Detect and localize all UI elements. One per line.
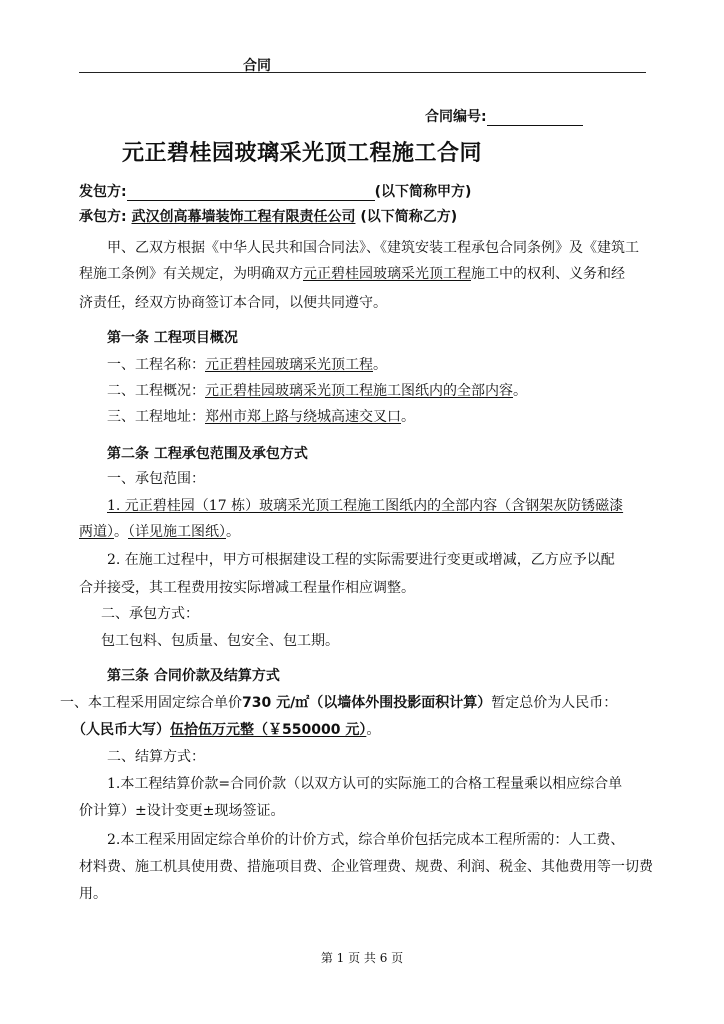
article-3-price-line-2: （人民币大写）伍拾伍万元整（￥550000 元）。 <box>72 722 381 738</box>
article-2-mode-label: 二、承包方式： <box>101 606 199 622</box>
article-1-heading: 第一条 工程项目概况 <box>107 330 238 346</box>
unit-price: 730 元/㎡（以墙体外围投影面积计算） <box>242 695 492 711</box>
article-3-settle-label: 二、结算方式： <box>107 749 205 765</box>
header-rule <box>79 72 646 73</box>
article-2-scope-label: 一、承包范围： <box>107 471 205 487</box>
article-2-scope-1-line-1: 1. 元正碧桂园（17 栋）玻璃采光顶工程施工图纸内的全部内容（含钢架灰防锈磁漆 <box>107 498 624 514</box>
party-b-alias: (以下简称乙方) <box>360 209 458 225</box>
article-3-price-line-1: 一、本工程采用固定综合单价730 元/㎡（以墙体外围投影面积计算）暂定总价为人民币： <box>60 695 618 711</box>
article-3-settle-2-line-1: 2.本工程采用固定综合单价的计价方式，综合单价包括完成本工程所需的：人工费、 <box>107 832 625 848</box>
article-3-settle-2-line-2: 材料费、施工机具使用费、措施项目费、企业管理费、规费、利润、税金、其他费用等一切费 <box>79 859 653 875</box>
party-a-label: 发包方: <box>79 184 127 200</box>
intro-line-1: 甲、乙双方根据《中华人民共和国合同法》、《建筑安装工程承包合同条例》及《建筑工 <box>107 240 639 256</box>
article-3-settle-2-line-3: 用。 <box>79 886 107 902</box>
total-price: 伍拾伍万元整（￥550000 元） <box>170 722 367 738</box>
party-b-line <box>79 206 457 226</box>
contract-number <box>425 106 583 126</box>
party-a-blank <box>127 184 375 201</box>
party-a-alias: (以下简称甲方) <box>374 184 472 200</box>
intro-line-2: 程施工条例》有关规定，为明确双方元正碧桂园玻璃采光顶工程施工中的权利、义务和经 <box>79 266 625 282</box>
article-3-settle-1-line-2: 价计算）±设计变更±现场签证。 <box>79 803 285 819</box>
party-b-company: 武汉创高幕墙装饰工程有限责任公司 <box>131 209 356 225</box>
party-b-label: 承包方: <box>79 209 127 225</box>
intro-project-name: 元正碧桂园玻璃采光顶工程 <box>303 266 471 282</box>
article-1-item-2: 二、工程概况：元正碧桂园玻璃采光顶工程施工图纸内的全部内容。 <box>107 383 527 399</box>
article-2-scope-2-line-2: 合并接受，其工程费用按实际增减工程量作相应调整。 <box>79 580 415 596</box>
article-1-item-1: 一、工程名称：元正碧桂园玻璃采光顶工程。 <box>107 357 387 373</box>
article-1-item-3: 三、工程地址：郑州市郑上路与绕城高速交叉口。 <box>107 409 415 425</box>
article-2-scope-2-line-1: 2. 在施工过程中，甲方可根据建设工程的实际需要进行变更或增减，乙方应予以配 <box>107 552 615 568</box>
party-a-line <box>79 181 471 201</box>
article-2-mode-value: 包工包料、包质量、包安全、包工期。 <box>101 633 339 649</box>
article-2-heading: 第二条 工程承包范围及承包方式 <box>107 446 308 462</box>
article-3-settle-1-line-1: 1.本工程结算价款=合同价款（以双方认可的实际施工的合格工程量乘以相应综合单 <box>107 776 623 792</box>
page-footer: 第 1 页 共 6 页 <box>320 951 404 965</box>
contract-number-blank <box>487 109 583 126</box>
document-title: 元正碧桂园玻璃采光顶工程施工合同 <box>122 141 483 166</box>
contract-number-label: 合同编号: <box>425 109 487 125</box>
article-2-scope-1-line-2: 两道）。（详见施工图纸）。 <box>79 524 240 540</box>
article-3-heading: 第三条 合同价款及结算方式 <box>107 668 280 684</box>
intro-line-3: 济责任，经双方协商签订本合同，以便共同遵守。 <box>79 295 387 311</box>
header-label: 合同 <box>243 58 271 74</box>
